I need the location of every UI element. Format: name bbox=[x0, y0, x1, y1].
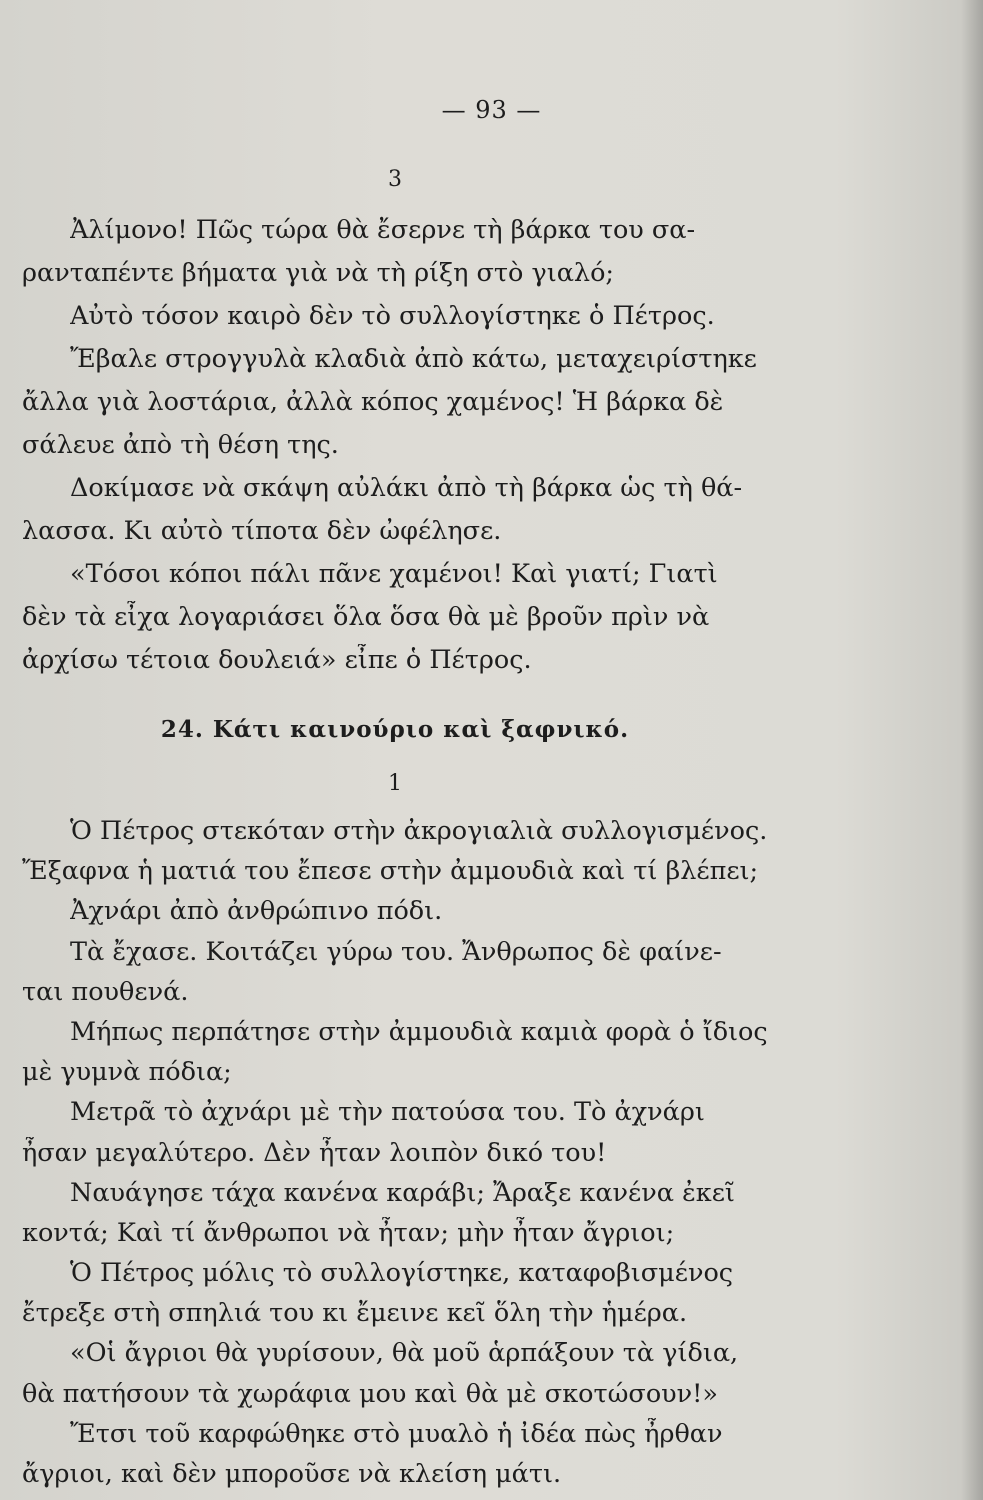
paragraph-line: ἄλλα γιὰ λοστάρια, ἀλλὰ κόπος χαμένος! Ἡ βάρκα δὲ bbox=[22, 387, 724, 417]
paragraph-line: Μήπως περπάτησε στὴν ἀμμουδιὰ καμιὰ φορὰ ὁ ἴδιος bbox=[70, 1016, 768, 1047]
page-edge-shadow bbox=[961, 0, 983, 1500]
paragraph-line: Ὁ Πέτρος μόλις τὸ συλλογίστηκε, καταφοβισμένος bbox=[70, 1258, 734, 1289]
paragraph-line: Ἔξαφνα ἡ ματιά του ἔπεσε στὴν ἀμμουδιὰ καὶ τί βλέπει; bbox=[22, 856, 759, 887]
paragraph-line: σάλευε ἀπὸ τὴ θέση της. bbox=[22, 430, 339, 460]
paragraph-line: Δοκίμασε νὰ σκάψη αὐλάκι ἀπὸ τὴ βάρκα ὡς τὴ θά- bbox=[70, 473, 743, 503]
paragraph-line: ἦσαν μεγαλύτερο. Δὲν ἦταν λοιπὸν δικό του! bbox=[22, 1137, 607, 1168]
section-title: 24. Κάτι καινούριο καὶ ξαφνικό. bbox=[160, 716, 630, 743]
paragraph-line: Ἔτσι τοῦ καρφώθηκε στὸ μυαλὸ ἡ ἰδέα πὼς ἦρθαν bbox=[70, 1418, 723, 1449]
section-number: 1 bbox=[388, 771, 402, 796]
paragraph-line: Ἔβαλε στρογγυλὰ κλαδιὰ ἀπὸ κάτω, μεταχειρίστηκε bbox=[70, 344, 757, 374]
paragraph-line: ρανταπέντε βήματα γιὰ νὰ τὴ ρίξη στὸ γιαλό; bbox=[22, 258, 615, 288]
paragraph-line: Αὐτὸ τόσον καιρὸ δὲν τὸ συλλογίστηκε ὁ Πέτρος. bbox=[70, 301, 715, 331]
paragraph-line: «Τόσοι κόποι πάλι πᾶνε χαμένοι! Καὶ γιατί; Γιατὶ bbox=[70, 559, 718, 589]
paragraph-line: Τὰ ἔχασε. Κοιτάζει γύρω του. Ἄνθρωπος δὲ φαίνε- bbox=[70, 936, 722, 967]
paragraph-line: μὲ γυμνὰ πόδια; bbox=[22, 1057, 232, 1088]
paragraph-line: ἄγριοι, καὶ δὲν μποροῦσε νὰ κλείση μάτι. bbox=[22, 1459, 562, 1489]
paragraph-line: ται πουθενά. bbox=[22, 976, 189, 1007]
paragraph-line: λασσα. Κι αὐτὸ τίποτα δὲν ὠφέλησε. bbox=[22, 516, 502, 546]
paragraph-line: δὲν τὰ εἶχα λογαριάσει ὅλα ὅσα θὰ μὲ βροῦν πρὶν νὰ bbox=[22, 602, 710, 632]
paragraph-line: «Οἱ ἄγριοι θὰ γυρίσουν, θὰ μοῦ ἁρπάξουν τὰ γίδια, bbox=[70, 1338, 739, 1369]
paragraph-line: Μετρᾶ τὸ ἀχνάρι μὲ τὴν πατούσα του. Τὸ ἀχνάρι bbox=[70, 1097, 705, 1128]
paragraph-line: Ναυάγησε τάχα κανένα καράβι; Ἄραξε κανένα ἐκεῖ bbox=[70, 1177, 735, 1208]
part-number: 3 bbox=[388, 167, 402, 192]
paragraph-line: ἔτρεξε στὴ σπηλιά του κι ἔμεινε κεῖ ὅλη τὴν ἡμέρα. bbox=[22, 1298, 688, 1329]
page-number: — 93 — bbox=[441, 96, 542, 124]
paragraph-line: θὰ πατήσουν τὰ χωράφια μου καὶ θὰ μὲ σκοτώσουν!» bbox=[22, 1378, 719, 1409]
paragraph-line: κοντά; Καὶ τί ἄνθρωποι νὰ ἦταν; μὴν ἦταν ἄγριοι; bbox=[22, 1217, 675, 1248]
paragraph-line: Ἀλίμονο! Πῶς τώρα θὰ ἔσερνε τὴ βάρκα του σα- bbox=[70, 215, 696, 245]
paragraph-line: Ὁ Πέτρος στεκόταν στὴν ἀκρογιαλιὰ συλλογισμένος. bbox=[70, 816, 768, 846]
paragraph-line: ἀρχίσω τέτοια δουλειά» εἶπε ὁ Πέτρος. bbox=[22, 645, 532, 675]
paragraph-line: Ἀχνάρι ἀπὸ ἀνθρώπινο πόδι. bbox=[70, 896, 443, 927]
